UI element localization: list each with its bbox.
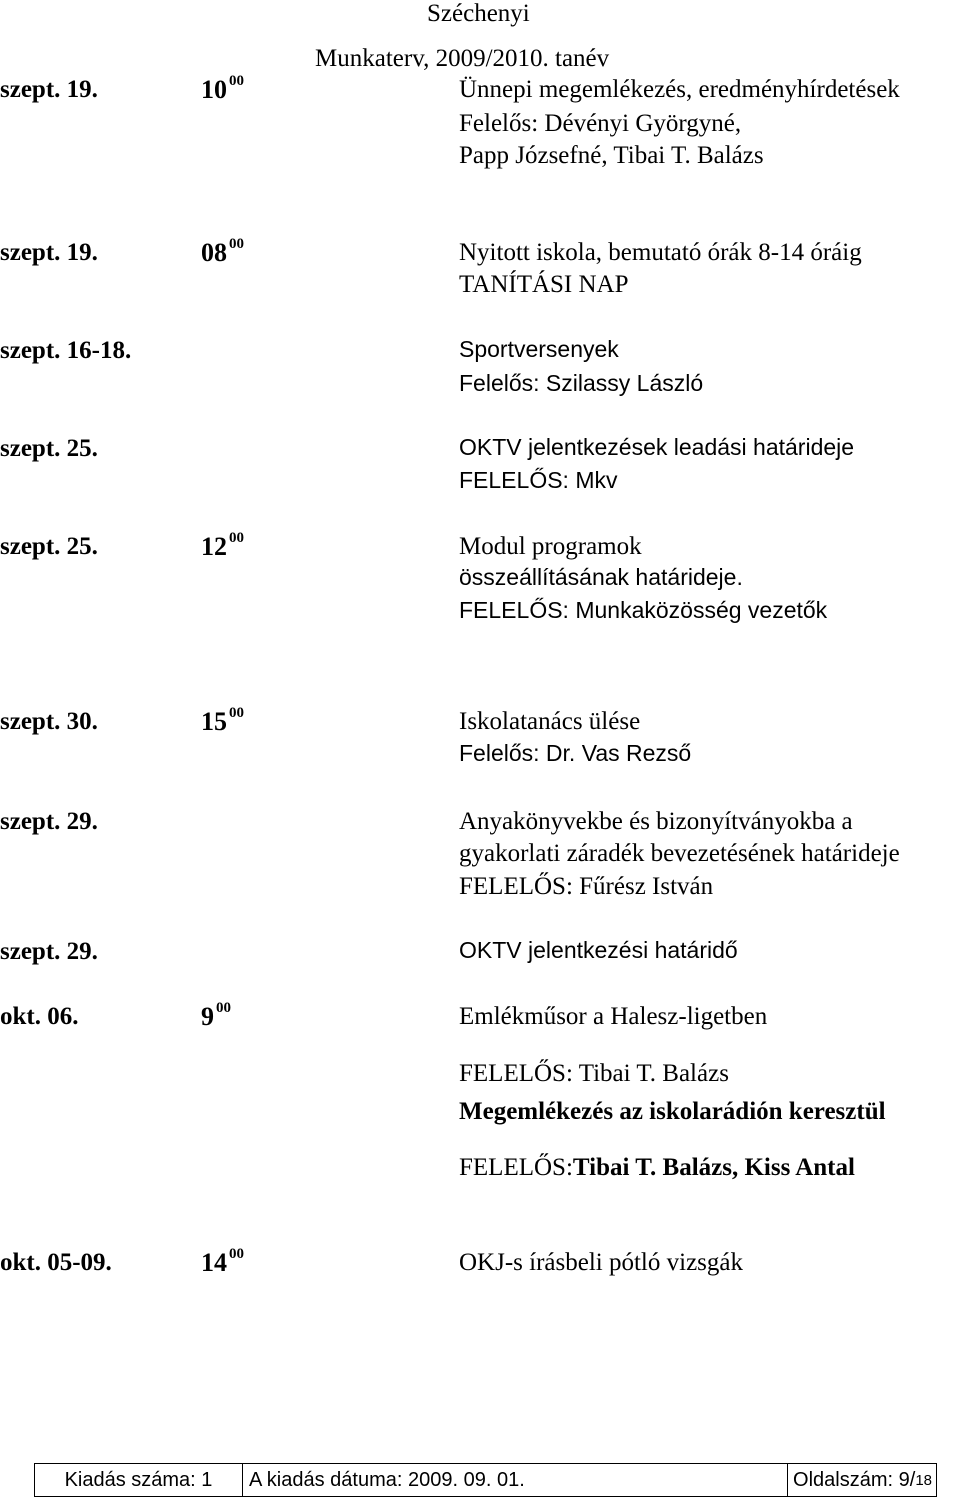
entry-line: Nyitott iskola, bemutató órák 8-14 óráig <box>459 239 862 266</box>
page-number: Oldalszám: 9/ 18 <box>793 1469 932 1491</box>
entry-line: Anyakönyvekbe és bizonyítványokba a <box>459 808 853 835</box>
issue-number: Kiadás száma: 1 <box>35 1464 243 1496</box>
entry-line: Emlékműsor a Halesz-ligetben <box>459 1003 768 1030</box>
entry-line: Modul programok <box>459 533 642 560</box>
entry-date: szept. 30. <box>0 708 98 735</box>
responsible-names: Tibai T. Balázs, Kiss Antal <box>572 1154 855 1181</box>
entry-line: Felelős: Dr. Vas Rezső <box>459 740 692 766</box>
entry-date: szept. 16-18. <box>0 337 132 364</box>
plan-title: Munkaterv, 2009/2010. tanév <box>315 45 610 72</box>
entry-date: szept. 25. <box>0 533 98 560</box>
entry-line: Iskolatanács ülése <box>459 708 641 735</box>
entry-line: FELELŐS: Tibai T. Balázs <box>459 1060 729 1087</box>
entry-date: szept. 19. <box>0 239 98 266</box>
entry-line: TANÍTÁSI NAP <box>459 271 629 298</box>
responsible-prefix: FELELŐS: <box>459 1154 573 1181</box>
entry-time: 15 $^{00}$ <box>201 705 244 736</box>
entry-time: 9 $^{00}$ <box>201 1000 231 1031</box>
entry-date: okt. 05-09. <box>0 1249 112 1276</box>
entry-line: OKTV jelentkezési határidő <box>459 937 738 963</box>
entry-date: szept. 25. <box>0 435 98 462</box>
entry-line: Felelős: Szilassy László <box>459 370 704 396</box>
entry-line: FELELŐS: Mkv <box>459 467 618 493</box>
entry-line: Sportversenyek <box>459 336 619 362</box>
entry-date: okt. 06. <box>0 1003 79 1030</box>
entry-time: 12 $^{00}$ <box>201 530 244 561</box>
entry-line: FELELŐS: Fűrész István <box>459 873 714 900</box>
entry-time: 08 $^{00}$ <box>201 236 244 267</box>
entry-time: 14 $^{00}$ <box>201 1246 244 1277</box>
entry-line: gyakorlati záradék bevezetésének határideje <box>459 840 900 867</box>
entry-line: FELELŐS: Munkaközösség vezetők <box>459 597 828 623</box>
entry-line: összeállításának határideje. <box>459 564 743 590</box>
school-name: Széchenyi <box>427 0 530 27</box>
entry-line: Ünnepi megemlékezés, eredményhírdetések <box>459 76 900 103</box>
entry-line: Felelős: Dévényi Györgyné, <box>459 110 742 137</box>
entry-bold-line: Megemlékezés az iskolarádión keresztül <box>459 1098 886 1125</box>
entry-line: OKJ-s írásbeli pótló vizsgák <box>459 1249 743 1276</box>
footer-table <box>34 1463 937 1497</box>
entry-date: szept. 19. <box>0 76 98 103</box>
entry-time: 10 $^{00}$ <box>201 73 244 104</box>
entry-responsible <box>459 1155 855 1180</box>
issue-date: A kiadás dátuma: 2009. 09. 01. <box>243 1464 788 1496</box>
entry-line: Papp Józsefné, Tibai T. Balázs <box>459 142 764 169</box>
entry-line: OKTV jelentkezések leadási határideje <box>459 434 855 460</box>
entry-date: szept. 29. <box>0 938 98 965</box>
entry-date: szept. 29. <box>0 808 98 835</box>
